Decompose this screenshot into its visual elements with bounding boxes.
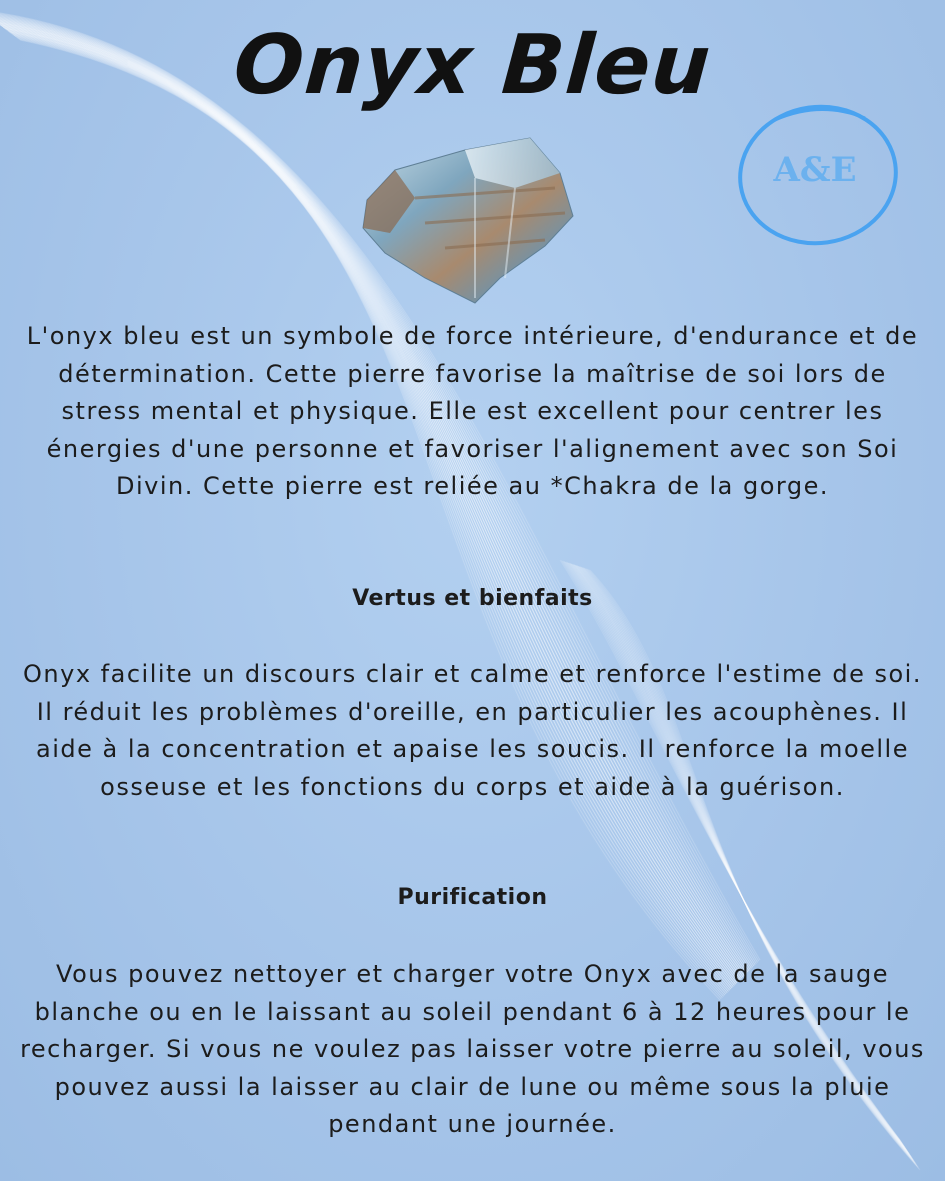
page-title: Onyx Bleu <box>230 18 715 113</box>
section-heading-vertus: Vertus et bienfaits <box>352 586 593 611</box>
stone-icon <box>355 128 580 308</box>
logo-text: A&E <box>773 150 857 190</box>
section-text-purification: Vous pouvez nettoyer et charger votre Onyx avec de la sauge blanche ou en le laissant au soleil pendant 6 à 12 heures pour le recharger. Si vous ne voulez pas laisser votre pierre au soleil, vous pouvez aussi la laisser au clair de lune ou même sous la pluie pendant une journée. <box>20 960 925 1139</box>
intro-paragraph: L'onyx bleu est un symbole de force intérieure, d'endurance et de détermination. Cette pierre favorise la maîtrise de soi lors de stress mental et physique. Elle est excellent pour centrer les énergies d'une personne et favoriser l'alignement avec son Soi Divin. Cette pierre est reliée au *Chakra de la gorge. <box>26 322 919 501</box>
section-heading-purification: Purification <box>397 885 548 910</box>
section-text-vertus: Onyx facilite un discours clair et calme et renforce l'estime de soi. Il réduit les problèmes d'oreille, en particulier les acouphènes. Il aide à la concentration et apaise les soucis. Il renforce la moelle osseuse et les fonctions du corps et aide à la guérison. <box>23 660 922 801</box>
